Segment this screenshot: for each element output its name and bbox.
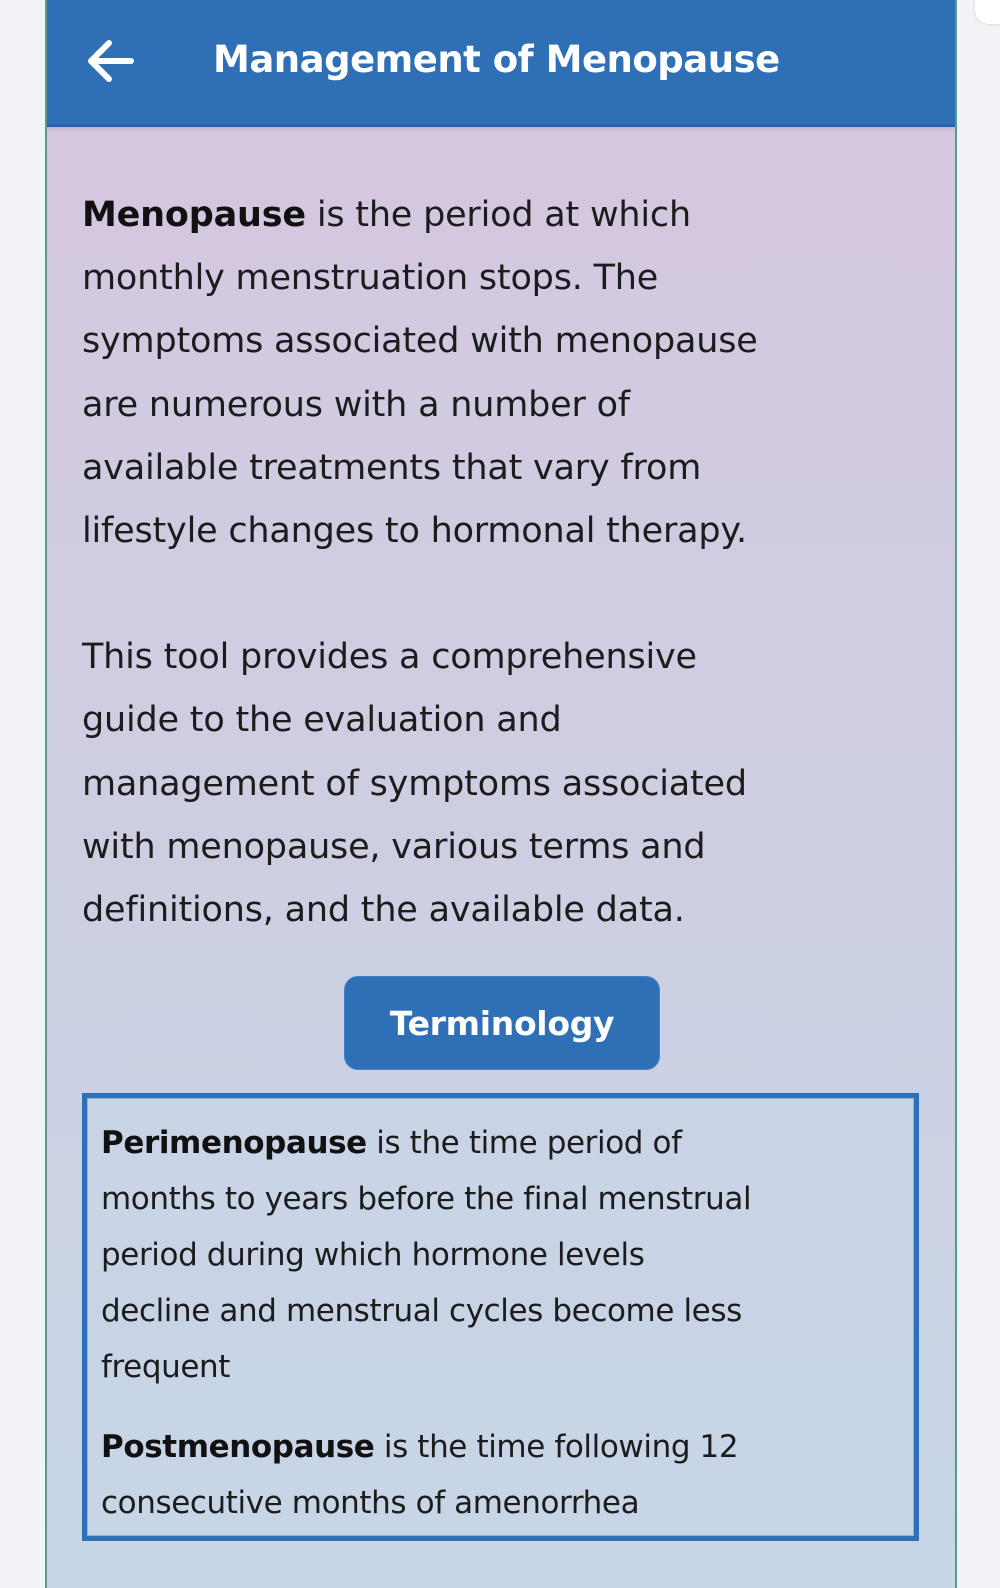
intro-line: with menopause, various terms and [82,826,706,867]
intro-line: management of symptoms associated [82,763,747,804]
definition-line: period during which hormone levels [101,1237,645,1273]
intro-line: symptoms associated with menopause [82,321,758,362]
back-button[interactable] [83,36,137,86]
definition-line: is the time period of [366,1125,682,1161]
term-label: Perimenopause [101,1125,367,1161]
intro-line: monthly menstruation stops. The [82,258,659,299]
definition-line: frequent [101,1349,231,1385]
intro-paragraph-1 [82,184,942,563]
definition-line: months to years before the final menstrual [101,1181,752,1217]
definition-line: is the time following 12 [374,1429,739,1465]
intro-text [82,184,942,942]
app-header [47,0,955,127]
intro-line: This tool provides a comprehensive [82,637,697,678]
definition-line: decline and menstrual cycles become less [101,1293,742,1329]
app-screen [45,0,957,1588]
terminology-definitions [101,1115,911,1531]
definition-perimenopause [101,1115,911,1395]
arrow-left-icon [85,38,135,84]
intro-line: definitions, and the available data. [82,890,685,931]
intro-paragraph-2 [82,626,942,942]
definition-line: consecutive months of amenorrhea [101,1485,640,1521]
intro-line: available treatments that vary from [82,447,702,488]
intro-line: lifestyle changes to hormonal therapy. [82,511,747,552]
intro-line: is the period at which [305,195,691,235]
terminology-panel [82,1093,919,1541]
intro-line: guide to the evaluation and [82,700,562,741]
adjacent-window-corner [975,0,1000,24]
menopause-term: Menopause [82,195,306,235]
page-title: Management of Menopause [213,38,780,81]
intro-line: are numerous with a number of [82,384,630,425]
term-label: Postmenopause [101,1429,375,1465]
terminology-button[interactable]: Terminology [344,976,660,1070]
definition-postmenopause [101,1419,911,1531]
